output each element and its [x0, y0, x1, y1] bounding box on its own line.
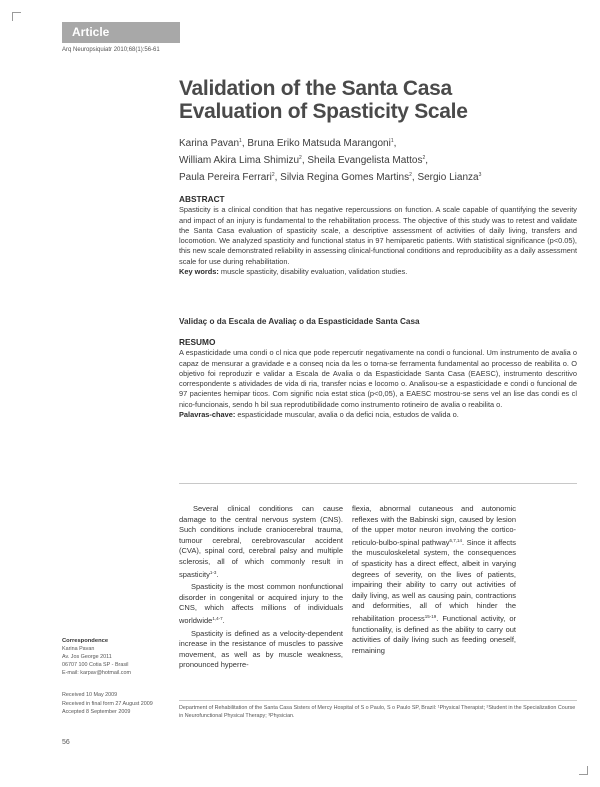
crop-mark-top-left — [12, 12, 21, 21]
palavras-chave-label: Palavras-chave: — [179, 410, 236, 420]
correspondence-email: E-mail: karpav@hotmail.com — [62, 670, 131, 677]
body-paragraph: Spasticity is the most common nonfunctional disorder in congenital or acquired injury to the CNS, which affects millions of individuals worldwide$^{1,4-7}$. — [179, 582, 343, 625]
body-paragraph: Spasticity is defined as a velocity-dependent increase in the resistance of muscles to passive movement, as well as by muscle weakness, pronounced hyperre- — [179, 628, 343, 670]
body-column-1 — [179, 504, 343, 673]
title-line-2: Evaluation of Spasticity Scale — [179, 100, 468, 123]
author: Sergio Lianza$^3$ — [417, 172, 482, 183]
abstract — [179, 194, 577, 277]
resumo-text: A espasticidade uma condi o cl nica que pode repercutir negativamente na condi o funcional. Um instrumento de avalia o capaz de mensurar a gravidade e a conseq ncia da les o torna-se ferramenta fundamental ao processo de reabilita o. O objetivo foi reproduzir e validar a Escala de Avalia o da Espasticidade Santa Casa (EAESC), instrumento descritivo correspondente s atividades de vida di ria, transfer ncias e locomo o. Analisou-se a espasticidade e condi o funcional de 97 pacientes hemipar ticos. Com signific ncia estat stica (p<0,05), a EAESC mostrou-se sens vel an lise das condi es cl nico-funcionais, sendo h bil sua reprodutibilidade como instrumento rotineiro de avalia o reabilita o. — [179, 348, 577, 409]
keywords — [179, 267, 577, 277]
correspondence — [62, 637, 170, 716]
title-line-1: Validation of the Santa Casa — [179, 77, 452, 100]
correspondence-line: Karina Pavan — [62, 646, 95, 653]
resumo-heading: RESUMO — [179, 337, 216, 347]
author: Paula Pereira Ferrari$^2$, — [179, 172, 281, 183]
body-column-2 — [352, 504, 516, 658]
body-paragraph: Several clinical conditions can cause damage to the central nervous system (CNS). Such conditions include craniocerebral trauma, tumour cerebral, cerebrovascular accident (CVA), spinal cord, cerebral palsy and multiple sclerosis, all of which commonly result in spasticity$^{1-3}$. — [179, 504, 343, 579]
correspondence-line: 06707 100 Cotia SP - Brasil — [62, 662, 129, 669]
author: Silvia Regina Gomes Martins$^2$, — [280, 172, 418, 183]
author: William Akira Lima Shimizu$^2$, — [179, 155, 308, 166]
section-divider — [179, 483, 577, 484]
author: Karina Pavan$^1$, — [179, 138, 248, 149]
body-paragraph: flexia, abnormal cutaneous and autonomic reflexes with the Babinski sign, caused by lesion of the upper motor neuron involving the cortico-reticulo-bulbo-spinal pathway$^{6,7,14}$. Since it affects the musculoskeletal system, the consequences of spasticity has a direct effect, albeit in varying degrees of severity, on the lives of patients, impairing their ability to carry out activities of daily living, as well as causing pain, contractions and deformities, all of which hinder the rehabilitation process$^{15-19}$. Functional activity, or functionality, is defined as the ability to carry out activities of daily living such as feeding oneself, remaining — [352, 504, 516, 655]
received-date: Received 10 May 2009 — [62, 692, 118, 699]
affiliation-footnote: Department of Rehabilitation of the Santa Casa Sisters of Mercy Hospital of S o Paulo, S o Paulo SP, Brazil: ¹Physical Therapist; ²Student in the Specialization Course in Neurofunctional Physical Therapy; ³Physician. — [179, 705, 576, 719]
correspondence-heading: Correspondence — [62, 638, 109, 644]
resumo — [179, 337, 577, 420]
received-final-date: Received in final form 27 August 2009 — [62, 700, 153, 707]
palavras-chave — [179, 410, 577, 420]
portuguese-title: Validaç o da Escala de Avaliaç o da Espasticidade Santa Casa — [179, 317, 420, 326]
author: Bruna Eriko Matsuda Marangoni$^1$, — [247, 138, 397, 149]
section-label: Article — [62, 22, 180, 43]
footnote-divider — [179, 700, 577, 701]
crop-mark-bottom-right — [579, 766, 588, 775]
keywords-label: Key words: — [179, 267, 219, 277]
journal-citation: Arq Neuropsiquiatr 2010;68(1):56-61 — [62, 47, 160, 53]
accepted-date: Accepted 8 September 2009 — [62, 708, 131, 715]
keywords-text: muscle spasticity, disability evaluation, validation studies. — [220, 267, 408, 277]
palavras-chave-text: espasticidade muscular, avalia o da defici ncia, estudos de valida o. — [237, 410, 459, 420]
correspondence-line: Av. Jos George 2011 — [62, 654, 112, 661]
author: Sheila Evangelista Mattos$^2$, — [307, 155, 429, 166]
abstract-text: Spasticity is a clinical condition that has negative repercussions on function. A scale capable of quantifying the severity and impact of an injury is fundamental to the rehabilitation process. The objective of this study was to retest and validate the Santa Casa evaluation of spasticity scale, a descriptive assessment of activities of daily living, transfers and locomotion. We analyzed spasticity and functional status in 97 hemiparetic patients. With statistical significance (p<0.05), this new scale demonstrated reliability in assessing clinical-functional conditions and reproducibility as a daily assessment scale for use during rehabilitation. — [179, 205, 577, 266]
abstract-heading: ABSTRACT — [179, 194, 225, 204]
author-list — [179, 134, 569, 185]
page-number: 56 — [62, 739, 70, 746]
article-title — [179, 77, 559, 123]
